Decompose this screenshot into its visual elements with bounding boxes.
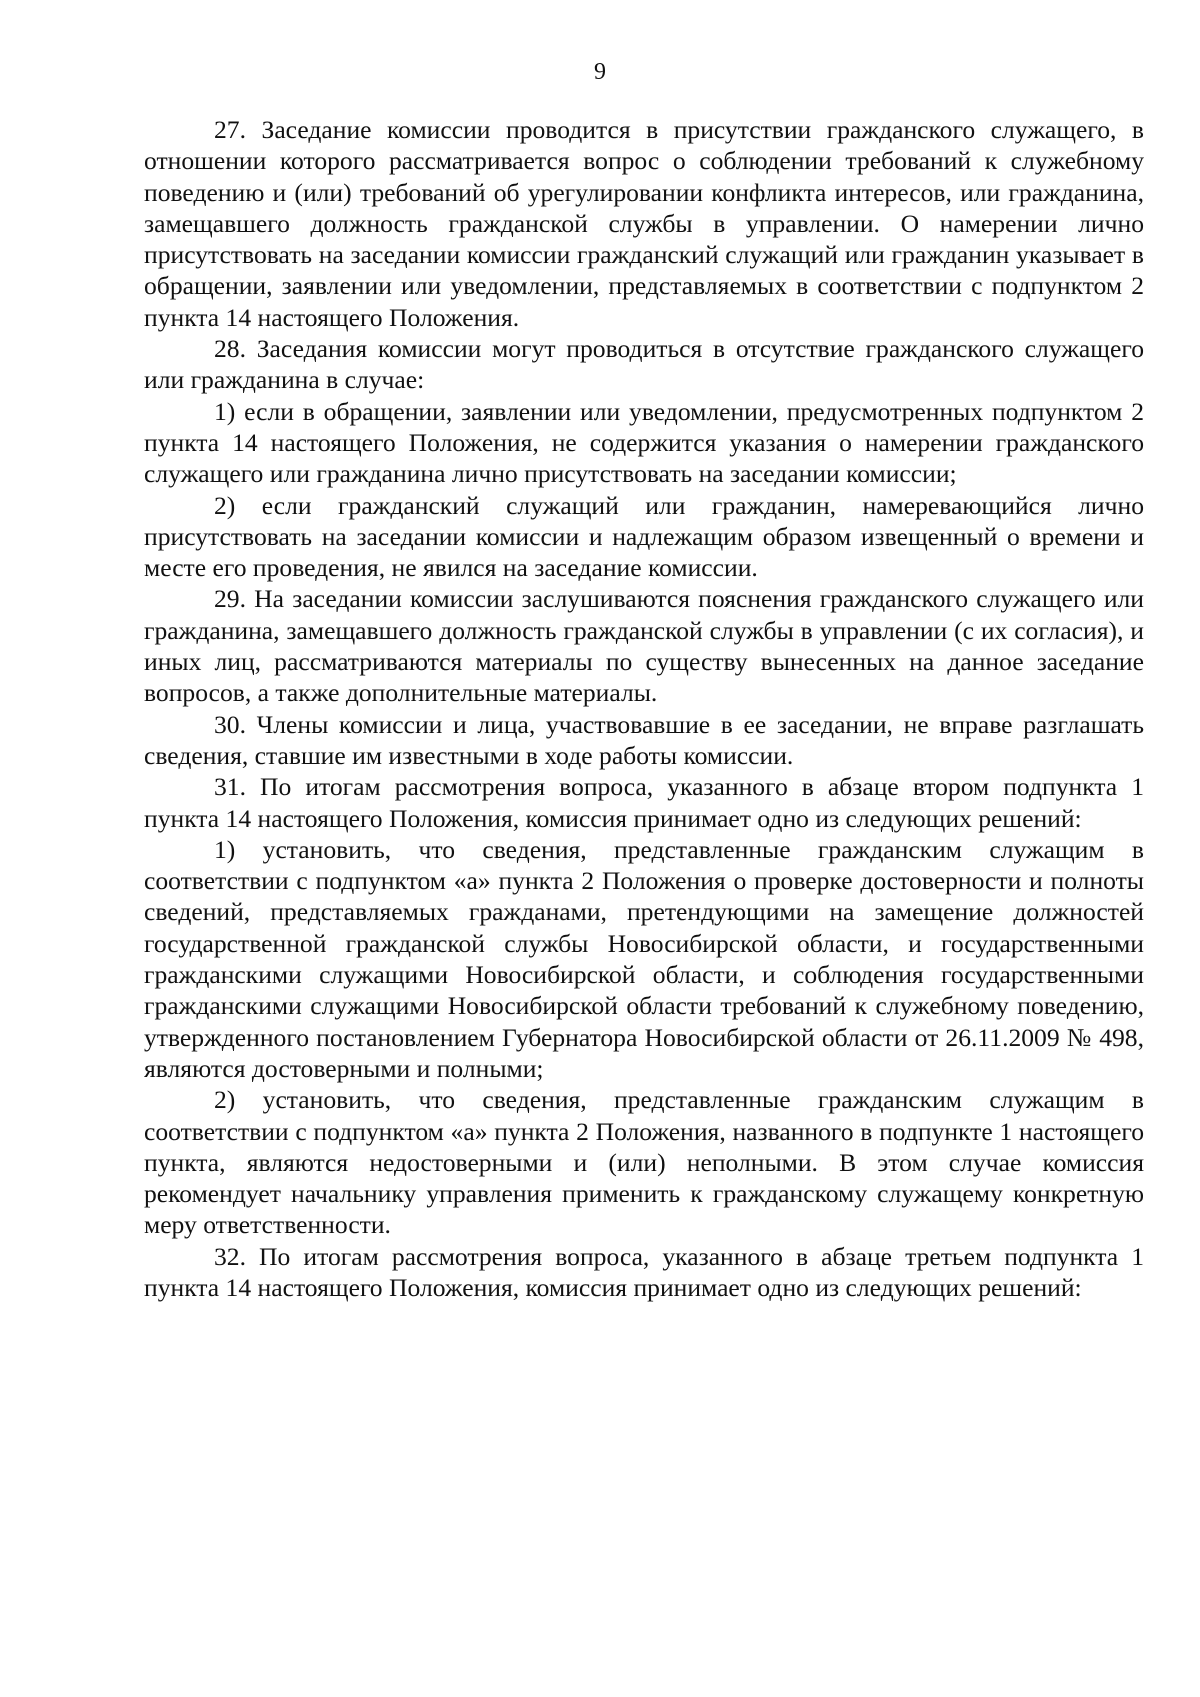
document-body <box>144 114 1144 1303</box>
paragraph-31-item-2: 2) установить, что сведения, представленные гражданским служащим в соответствии с подпунктом «а» пункта 2 Положения, названного в подпункте 1 настоящего пункта, являются недостоверными и (или) неполными. В этом случае комиссия рекомендует начальнику управления применить к гражданскому служащему конкретную меру ответственности. <box>144 1085 1144 1240</box>
paragraph-28: 28. Заседания комиссии могут проводиться в отсутствие гражданского служащего или гражданина в случае: <box>144 334 1144 395</box>
paragraph-31: 31. По итогам рассмотрения вопроса, указанного в абзаце втором подпункта 1 пункта 14 настоящего Положения, комиссия принимает одно из следующих решений: <box>144 772 1144 833</box>
paragraph-29: 29. На заседании комиссии заслушиваются пояснения гражданского служащего или гражданина, замещавшего должность гражданской службы в управлении (с их согласия), и иных лиц, рассматриваются материалы по существу вынесенных на данное заседание вопросов, а также дополнительные материалы. <box>144 584 1144 708</box>
paragraph-28-item-1: 1) если в обращении, заявлении или уведомлении, предусмотренных подпунктом 2 пункта 14 настоящего Положения, не содержится указания о намерении гражданского служащего или гражданина лично присутствовать на заседании комиссии; <box>144 396 1144 489</box>
paragraph-31-item-1: 1) установить, что сведения, представленные гражданским служащим в соответствии с подпунктом «а» пункта 2 Положения о проверке достоверности и полноты сведений, представляемых гражданами, претендующими на замещение должностей государственной гражданской службы Новосибирской области, и государственными гражданскими служащими Новосибирской области, и соблюдения государственными гражданскими служащими Новосибирской области требований к служебному поведению, утвержденного постановлением Губернатора Новосибирской области от 26.11.2009 № 498, являются достоверными и полными; <box>144 834 1144 1083</box>
paragraph-30: 30. Члены комиссии и лица, участвовавшие в ее заседании, не вправе разглашать сведения, ставшие им известными в ходе работы комиссии. <box>144 709 1144 770</box>
paragraph-27: 27. Заседание комиссии проводится в присутствии гражданского служащего, в отношении которого рассматривается вопрос о соблюдении требований к служебному поведению и (или) требований об урегулировании конфликта интересов, или гражданина, замещавшего должность гражданской службы в управлении. О намерении лично присутствовать на заседании комиссии гражданский служащий или гражданин указывает в обращении, заявлении или уведомлении, представляемых в соответствии с подпунктом 2 пункта 14 настоящего Положения. <box>144 115 1144 332</box>
page-number: 9 <box>594 59 606 85</box>
paragraph-32: 32. По итогам рассмотрения вопроса, указанного в абзаце третьем подпункта 1 пункта 14 настоящего Положения, комиссия принимает одно из следующих решений: <box>144 1241 1144 1302</box>
paragraph-28-item-2: 2) если гражданский служащий или гражданин, намеревающийся лично присутствовать на заседании комиссии и надлежащим образом извещенный о времени и месте его проведения, не явился на заседание комиссии. <box>144 490 1144 583</box>
